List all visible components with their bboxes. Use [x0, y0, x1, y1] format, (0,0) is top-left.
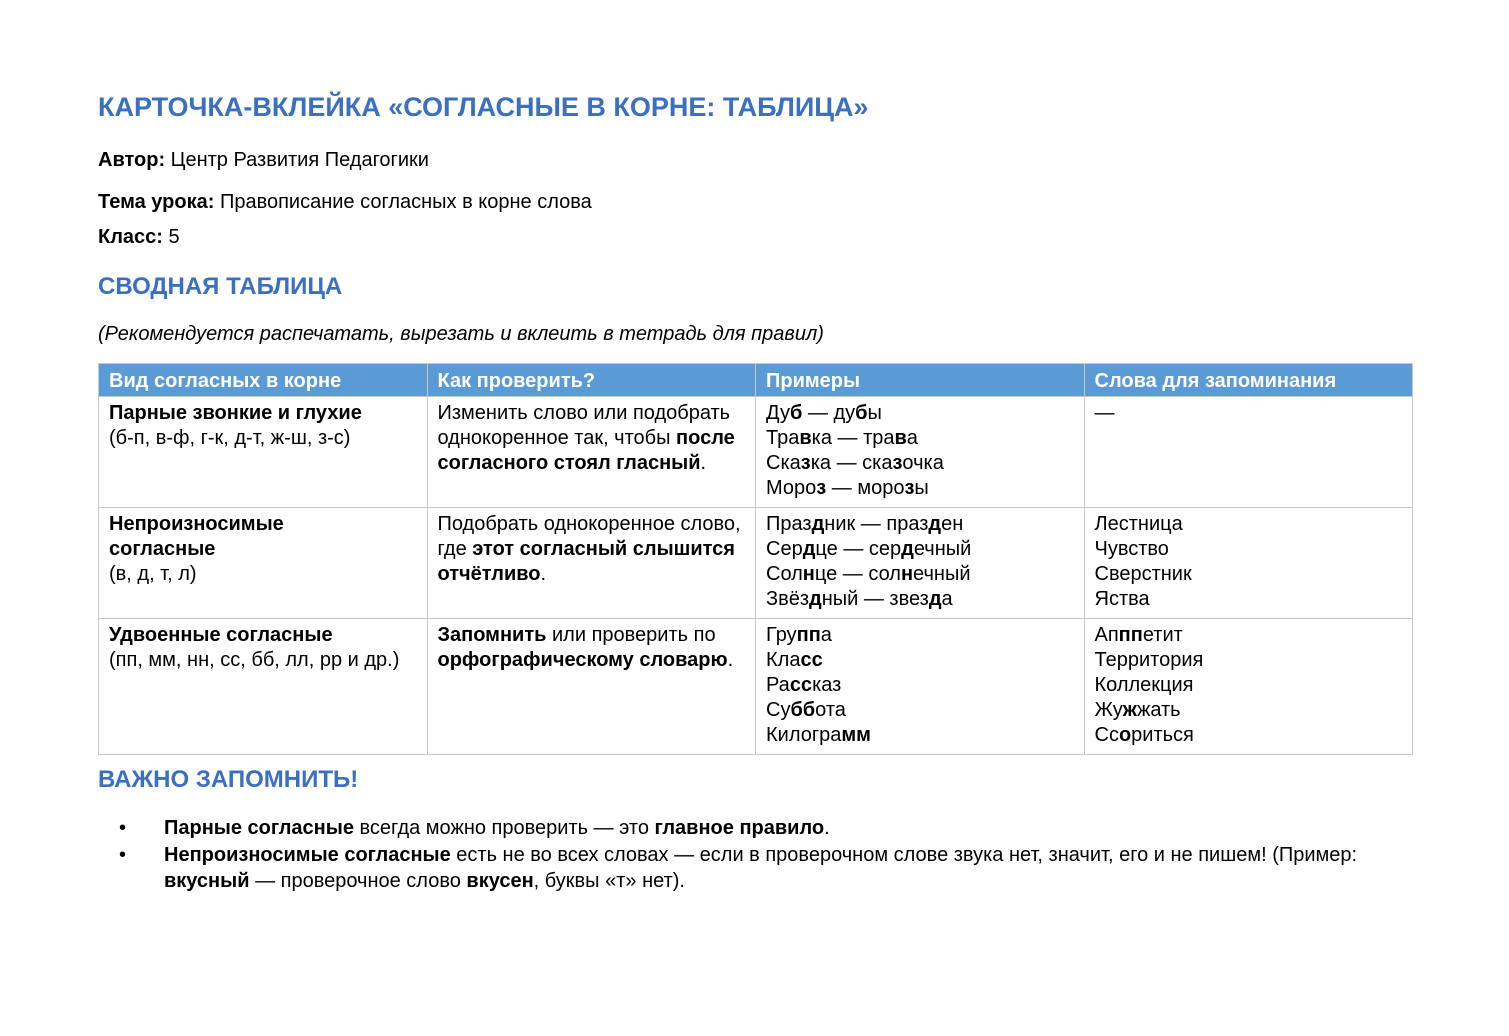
example-highlight: д: [928, 588, 942, 610]
list-item: [98, 815, 1398, 841]
example-highlight: б: [855, 402, 868, 424]
example-highlight: н: [900, 563, 914, 585]
rule-emphasis: вкусен: [466, 870, 534, 892]
type-cell: [99, 508, 428, 619]
column-header: Слова для запоминания: [1084, 364, 1413, 397]
memo-word: [1095, 673, 1403, 698]
type-subtitle: (б-п, в-ф, г-к, д-т, ж-ш, з-с): [109, 427, 351, 449]
memo-highlight: ж: [1122, 699, 1137, 721]
example-part: Ска: [766, 452, 801, 474]
check-cell: [427, 508, 756, 619]
example-line: [766, 401, 1074, 426]
type-subtitle: (пп, мм, нн, сс, бб, лл, рр и др.): [109, 649, 400, 671]
example-part: Моро: [766, 477, 817, 499]
example-part: очка: [902, 452, 944, 474]
check-text-emphasis: после согласного стоял гласный: [437, 427, 735, 474]
column-header: Вид согласных в корне: [99, 364, 428, 397]
topic-line: [98, 190, 592, 214]
example-part: а: [941, 588, 953, 610]
example-highlight: з: [892, 452, 903, 474]
example-part: ечный: [913, 563, 971, 585]
type-title: Парные звонкие и глухие: [109, 402, 362, 424]
example-line: [766, 562, 1074, 587]
example-part: ота: [815, 699, 846, 721]
important-heading: ВАЖНО ЗАПОМНИТЬ!: [98, 766, 359, 793]
example-highlight: д: [811, 513, 825, 535]
example-part: це — сол: [814, 563, 901, 585]
example-part: ка — тра: [811, 427, 895, 449]
check-text: [438, 623, 746, 673]
rule-text: есть не во всех словах — если в проверочном слове звука нет, значит, его и не пишем! (Пример:: [450, 844, 1358, 866]
example-highlight: д: [802, 538, 816, 560]
table-row: [99, 397, 1413, 508]
example-part: Ду: [766, 402, 790, 424]
check-text-emphasis: Запомнить: [437, 624, 547, 646]
type-subtitle: (в, д, т, л): [109, 563, 197, 585]
memo-word: Лестница: [1094, 513, 1183, 535]
author-line: [98, 148, 429, 172]
example-part: ный — звез: [821, 588, 929, 610]
example-line: [766, 476, 1074, 501]
memo-word: [1095, 648, 1403, 673]
table-header-row: [99, 364, 1413, 397]
table-row: [99, 508, 1413, 619]
example-line: [766, 426, 1074, 451]
example-part: — ду: [802, 402, 856, 424]
example-part: Гру: [766, 624, 797, 646]
check-text-part: .: [540, 563, 547, 585]
example-highlight: сс: [800, 649, 823, 671]
example-part: Килогра: [766, 724, 842, 746]
example-part: Сол: [766, 563, 803, 585]
type-title: Удвоенные согласные: [109, 624, 333, 646]
example-line: [766, 537, 1074, 562]
example-part: — моро: [826, 477, 905, 499]
example-part: ен: [941, 513, 964, 535]
example-highlight: з: [816, 477, 827, 499]
example-highlight: д: [928, 513, 942, 535]
example-part: ы: [867, 402, 882, 424]
example-part: Су: [766, 699, 791, 721]
check-cell: [427, 619, 756, 755]
type-cell: [99, 619, 428, 755]
example-part: це — сер: [815, 538, 902, 560]
example-highlight: з: [800, 452, 811, 474]
memo-highlight: пп: [1118, 624, 1143, 646]
example-highlight: мм: [841, 724, 871, 746]
check-cell: [427, 397, 756, 508]
example-highlight: в: [799, 427, 812, 449]
consonants-table: [98, 363, 1413, 755]
example-highlight: д: [901, 538, 914, 560]
check-text: [438, 512, 746, 587]
check-text-part: Подобрать однокоренное слово, где: [437, 513, 741, 560]
page-title: КАРТОЧКА-ВКЛЕЙКА «СОГЛАСНЫЕ В КОРНЕ: ТАБЛИЦА»: [98, 92, 869, 122]
memo-word: Сверстник: [1094, 563, 1192, 585]
memo-word: Яства: [1094, 588, 1150, 610]
rule-emphasis: Непроизносимые согласные: [164, 844, 451, 866]
memo-part: Коллекция: [1094, 674, 1194, 696]
bullet-icon: •: [119, 844, 127, 866]
example-part: ник — праз: [824, 513, 929, 535]
examples-cell: [756, 508, 1085, 619]
rule-text: .: [824, 817, 830, 839]
check-text-part: .: [727, 649, 734, 671]
example-part: ы: [914, 477, 929, 499]
example-line: [766, 451, 1074, 476]
memo-word: Чувство: [1094, 538, 1169, 560]
type-title: согласные: [109, 538, 216, 560]
memo-word: [1095, 698, 1403, 723]
example-part: Тра: [766, 427, 800, 449]
example-part: Ра: [766, 674, 790, 696]
rule-text: , буквы «т» нет).: [533, 870, 685, 892]
memo-part: Сс: [1094, 724, 1119, 746]
example-part: каз: [812, 674, 842, 696]
topic-label: Тема урока:: [98, 191, 215, 213]
example-part: Праз: [766, 513, 812, 535]
examples-cell: [756, 619, 1085, 755]
check-text-emphasis: орфографическому словарю: [437, 649, 728, 671]
examples-cell: [756, 397, 1085, 508]
example-line: [766, 512, 1074, 537]
author-value: Центр Развития Педагогики: [165, 149, 429, 171]
example-line: [766, 648, 1074, 673]
check-text-part: или проверить по: [546, 624, 716, 646]
memo-part: Жу: [1094, 699, 1123, 721]
grade-line: [98, 225, 180, 249]
example-line: [766, 587, 1074, 612]
type-cell: [99, 397, 428, 508]
table-row: [99, 619, 1413, 755]
example-highlight: бб: [790, 699, 816, 721]
grade-label: Класс:: [98, 226, 163, 248]
example-highlight: н: [802, 563, 815, 585]
example-highlight: б: [789, 402, 803, 424]
memo-part: Территория: [1094, 649, 1204, 671]
check-text-part: Изменить слово или подобрать однокоренное так, чтобы: [437, 402, 731, 449]
example-highlight: пп: [796, 624, 821, 646]
memo-cell: [1084, 619, 1413, 755]
memo-part: етит: [1142, 624, 1183, 646]
example-highlight: з: [904, 477, 915, 499]
memo-highlight: о: [1118, 724, 1132, 746]
example-highlight: сс: [789, 674, 813, 696]
list-item: [98, 842, 1398, 894]
rule-emphasis: вкусный: [164, 870, 250, 892]
column-header: Примеры: [756, 364, 1085, 397]
example-part: а: [820, 624, 832, 646]
memo-part: риться: [1131, 724, 1194, 746]
memo-part: жать: [1136, 699, 1181, 721]
rule-text: — проверочное слово: [249, 870, 467, 892]
author-label: Автор:: [98, 149, 166, 171]
example-highlight: в: [894, 427, 907, 449]
bullet-icon: •: [119, 817, 127, 839]
type-title: Непроизносимые: [109, 513, 284, 535]
column-header: Как проверить?: [427, 364, 756, 397]
example-part: ка — ска: [810, 452, 893, 474]
memo-word: [1095, 623, 1403, 648]
example-highlight: д: [809, 588, 822, 610]
topic-value: Правописание согласных в корне слова: [214, 191, 592, 213]
example-part: Звёз: [766, 588, 809, 610]
rule-emphasis: Парные согласные: [164, 817, 354, 839]
rule-text: всегда можно проверить — это: [353, 817, 655, 839]
grade-value: 5: [162, 226, 180, 248]
check-text-emphasis: этот согласный слышится отчётливо: [437, 538, 735, 585]
rule-emphasis: главное правило: [654, 817, 825, 839]
print-note: (Рекомендуется распечатать, вырезать и вклеить в тетрадь для правил): [98, 323, 824, 345]
example-part: а: [906, 427, 918, 449]
summary-heading: СВОДНАЯ ТАБЛИЦА: [98, 273, 343, 300]
memo-part: Ап: [1094, 624, 1119, 646]
memo-word: —: [1094, 402, 1115, 424]
check-text-part: .: [700, 452, 707, 474]
example-part: Сер: [766, 538, 803, 560]
example-line: [766, 673, 1074, 698]
example-line: [766, 698, 1074, 723]
memo-cell: [1084, 508, 1413, 619]
memo-cell: [1084, 397, 1413, 508]
example-part: Кла: [766, 649, 801, 671]
example-line: [766, 723, 1074, 748]
example-part: ечный: [913, 538, 972, 560]
example-line: [766, 623, 1074, 648]
rules-list: [98, 815, 1398, 895]
memo-word: [1095, 723, 1403, 748]
check-text: [438, 401, 746, 476]
